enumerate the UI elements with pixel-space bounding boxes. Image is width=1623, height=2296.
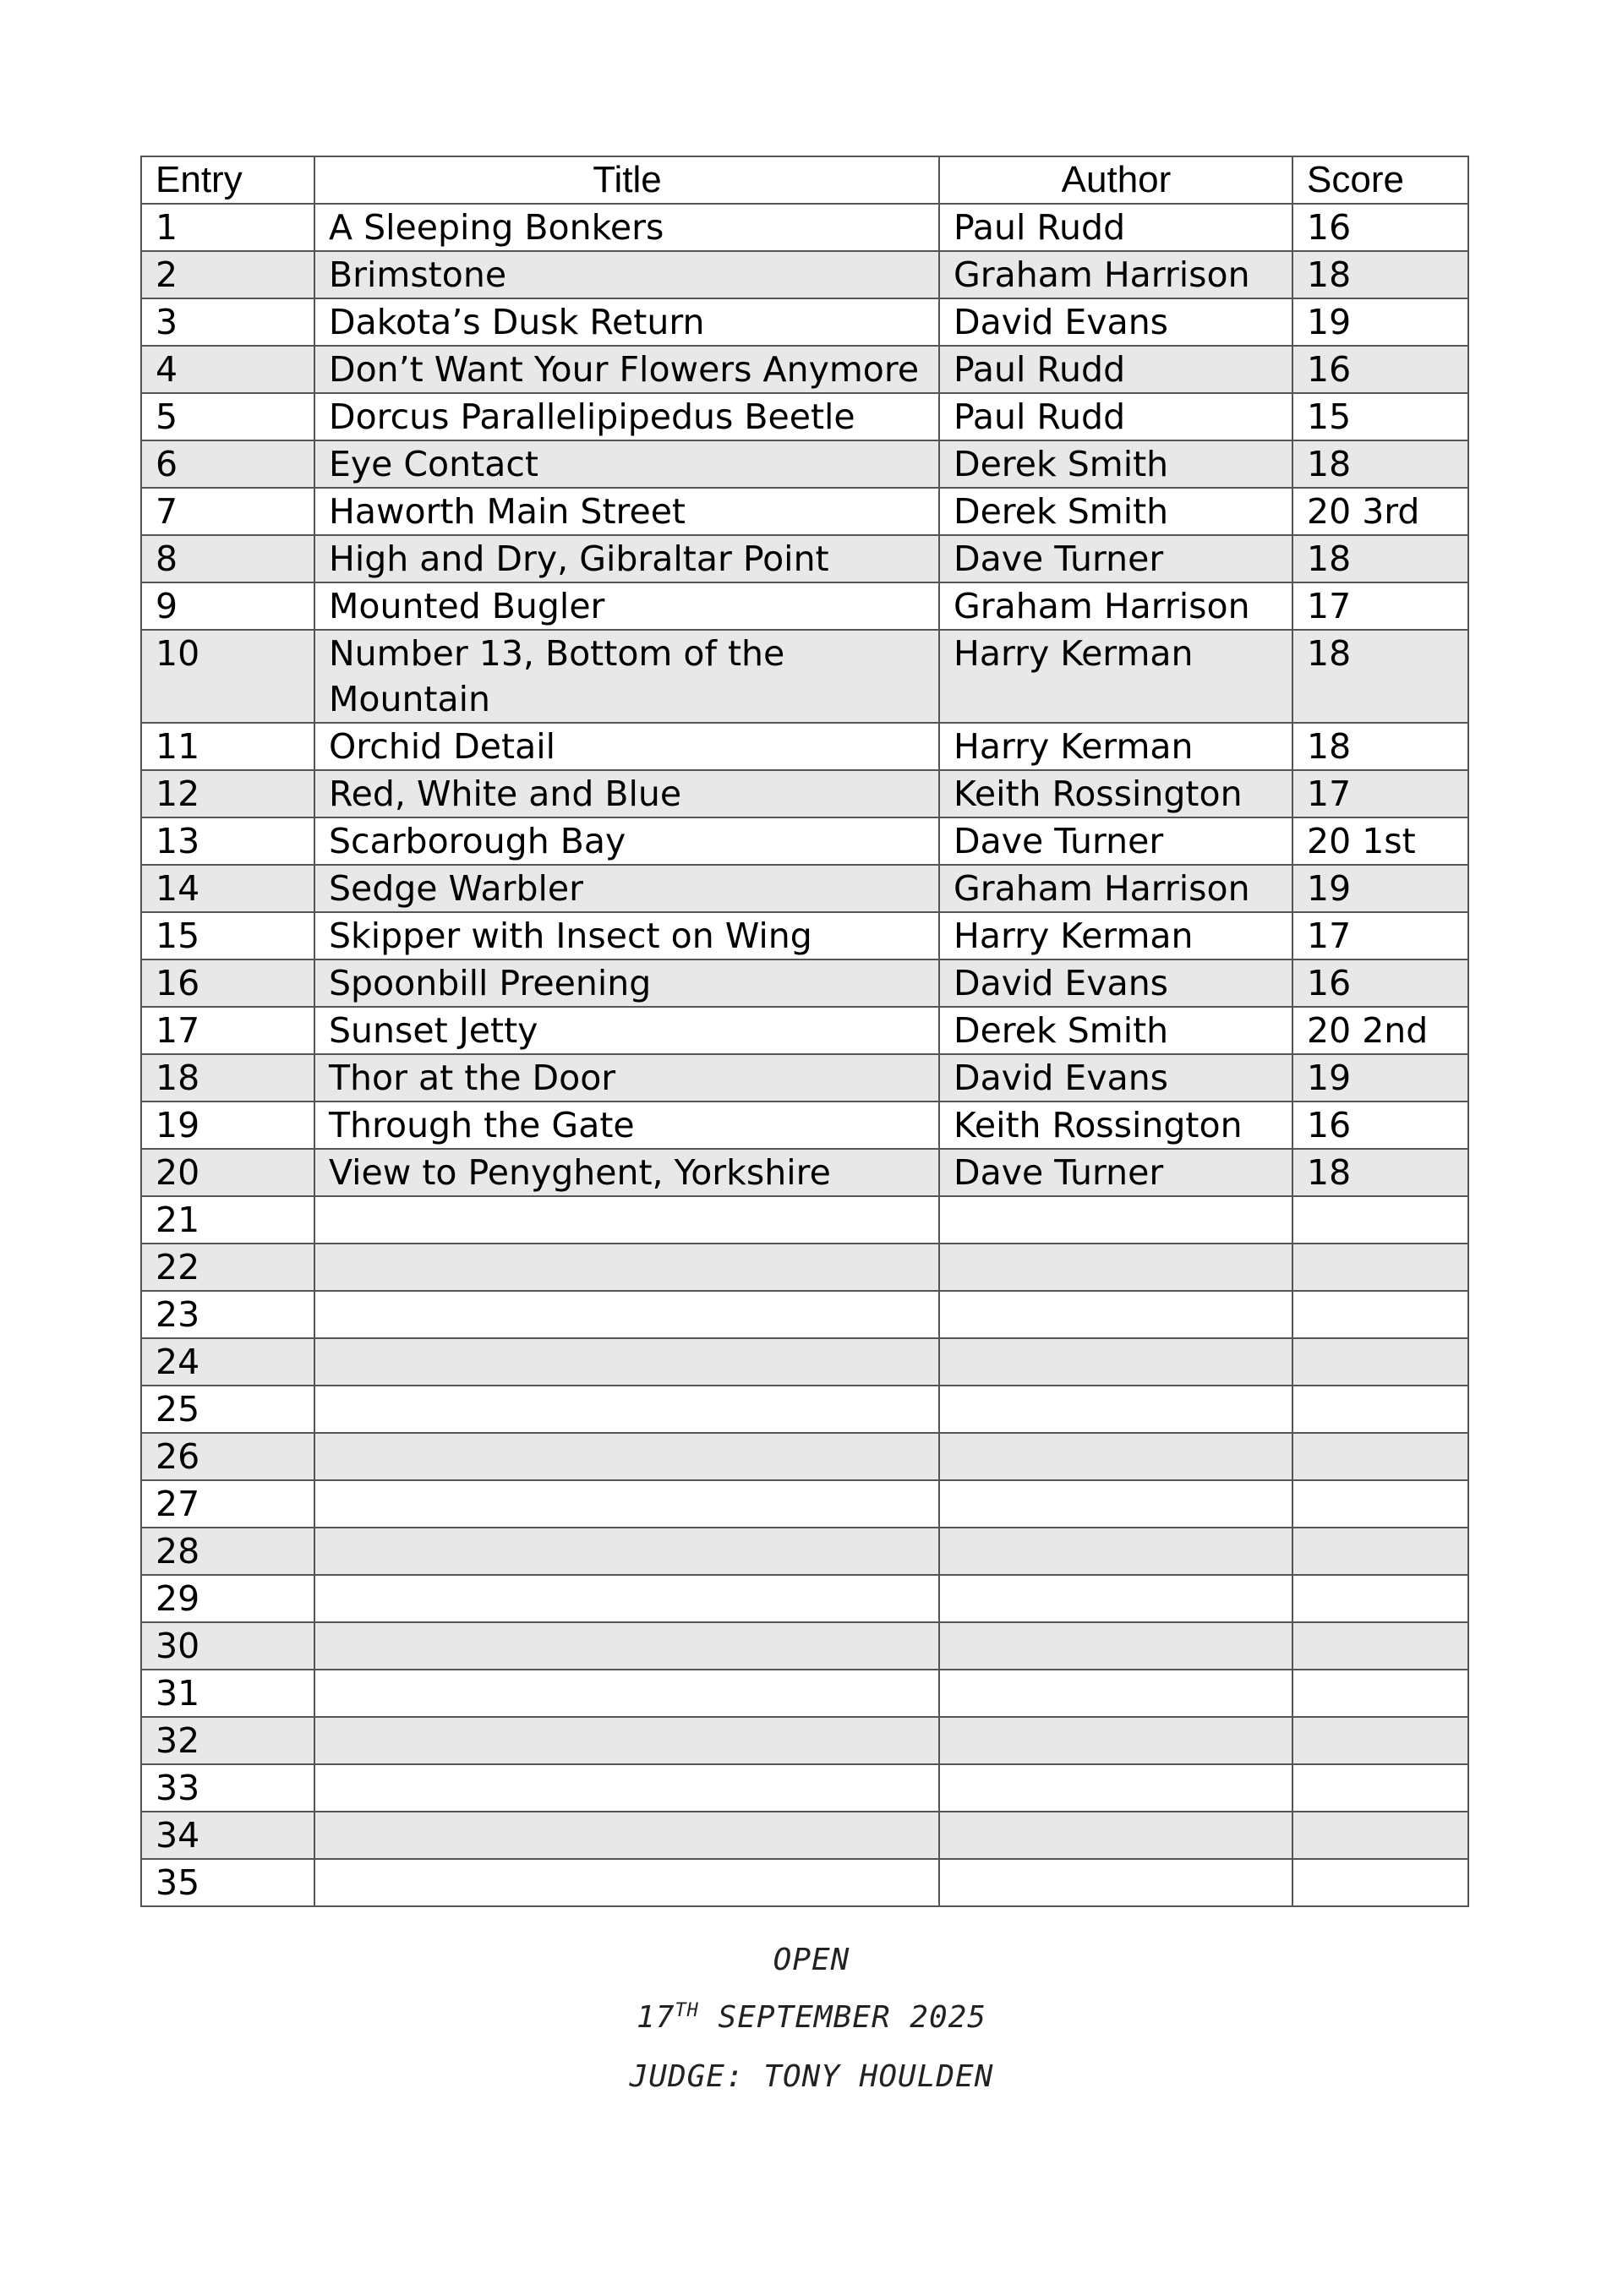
entry-cell: 25 bbox=[141, 1386, 314, 1433]
table-row bbox=[141, 393, 1468, 440]
score-column-header: Score bbox=[1292, 156, 1468, 204]
title-cell: Thor at the Door bbox=[314, 1054, 939, 1102]
score-cell bbox=[1292, 1196, 1468, 1244]
table-row bbox=[141, 723, 1468, 770]
score-cell: 17 bbox=[1292, 770, 1468, 817]
author-cell: David Evans bbox=[939, 959, 1292, 1007]
category-caption: OPEN bbox=[773, 1943, 850, 1977]
score-cell: 15 bbox=[1292, 393, 1468, 440]
author-cell bbox=[939, 1433, 1292, 1480]
score-cell bbox=[1292, 1670, 1468, 1717]
score-cell: 19 bbox=[1292, 1054, 1468, 1102]
entry-cell: 35 bbox=[141, 1859, 314, 1906]
author-cell bbox=[939, 1386, 1292, 1433]
title-cell: Don’t Want Your Flowers Anymore bbox=[314, 346, 939, 393]
title-cell: Sunset Jetty bbox=[314, 1007, 939, 1054]
judge-caption: JUDGE: TONY HOULDEN bbox=[629, 2059, 994, 2094]
table-row bbox=[141, 535, 1468, 582]
author-cell: Keith Rossington bbox=[939, 1102, 1292, 1149]
author-cell bbox=[939, 1764, 1292, 1812]
author-cell: Derek Smith bbox=[939, 488, 1292, 535]
table-row bbox=[141, 865, 1468, 912]
title-cell: Sedge Warbler bbox=[314, 865, 939, 912]
score-cell bbox=[1292, 1812, 1468, 1859]
table-row bbox=[141, 1480, 1468, 1528]
entry-column-header: Entry bbox=[141, 156, 314, 204]
score-cell: 18 bbox=[1292, 535, 1468, 582]
title-cell: Through the Gate bbox=[314, 1102, 939, 1149]
score-cell bbox=[1292, 1575, 1468, 1622]
score-cell bbox=[1292, 1480, 1468, 1528]
entry-cell: 14 bbox=[141, 865, 314, 912]
table-row bbox=[141, 346, 1468, 393]
table-row bbox=[141, 440, 1468, 488]
author-cell: Graham Harrison bbox=[939, 251, 1292, 298]
table-row bbox=[141, 630, 1468, 723]
table-row bbox=[141, 1054, 1468, 1102]
author-cell: Harry Kerman bbox=[939, 912, 1292, 959]
author-cell bbox=[939, 1528, 1292, 1575]
author-cell: Paul Rudd bbox=[939, 204, 1292, 251]
entry-cell: 31 bbox=[141, 1670, 314, 1717]
entry-cell: 27 bbox=[141, 1480, 314, 1528]
entry-cell: 7 bbox=[141, 488, 314, 535]
date-day: 17 bbox=[637, 2000, 675, 2035]
entry-cell: 6 bbox=[141, 440, 314, 488]
table-row bbox=[141, 1102, 1468, 1149]
entry-cell: 12 bbox=[141, 770, 314, 817]
score-cell bbox=[1292, 1433, 1468, 1480]
title-cell: A Sleeping Bonkers bbox=[314, 204, 939, 251]
author-cell: Paul Rudd bbox=[939, 393, 1292, 440]
score-cell bbox=[1292, 1244, 1468, 1291]
score-cell bbox=[1292, 1764, 1468, 1812]
author-cell bbox=[939, 1717, 1292, 1764]
table-row bbox=[141, 1622, 1468, 1670]
score-cell: 18 bbox=[1292, 723, 1468, 770]
date-suffix: TH bbox=[675, 2000, 699, 2021]
table-row bbox=[141, 1007, 1468, 1054]
table-body bbox=[141, 204, 1468, 1906]
author-cell: David Evans bbox=[939, 298, 1292, 346]
title-cell bbox=[314, 1196, 939, 1244]
title-cell: Scarborough Bay bbox=[314, 817, 939, 865]
results-table bbox=[140, 156, 1469, 1907]
table-row bbox=[141, 488, 1468, 535]
author-cell: Dave Turner bbox=[939, 817, 1292, 865]
table-row bbox=[141, 1386, 1468, 1433]
score-cell: 16 bbox=[1292, 1102, 1468, 1149]
author-cell: Keith Rossington bbox=[939, 770, 1292, 817]
table-row bbox=[141, 298, 1468, 346]
author-cell: Derek Smith bbox=[939, 1007, 1292, 1054]
score-cell: 16 bbox=[1292, 204, 1468, 251]
author-cell: Dave Turner bbox=[939, 535, 1292, 582]
title-cell bbox=[314, 1717, 939, 1764]
title-cell: Dorcus Parallelipipedus Beetle bbox=[314, 393, 939, 440]
entry-cell: 28 bbox=[141, 1528, 314, 1575]
author-cell bbox=[939, 1812, 1292, 1859]
title-cell: Eye Contact bbox=[314, 440, 939, 488]
title-cell: High and Dry, Gibraltar Point bbox=[314, 535, 939, 582]
author-cell bbox=[939, 1480, 1292, 1528]
title-cell: Haworth Main Street bbox=[314, 488, 939, 535]
entry-cell: 9 bbox=[141, 582, 314, 630]
table-row bbox=[141, 1717, 1468, 1764]
score-cell bbox=[1292, 1338, 1468, 1386]
title-cell: Orchid Detail bbox=[314, 723, 939, 770]
table-row bbox=[141, 1575, 1468, 1622]
table-row bbox=[141, 582, 1468, 630]
score-cell bbox=[1292, 1859, 1468, 1906]
table-row bbox=[141, 1812, 1468, 1859]
entry-cell: 18 bbox=[141, 1054, 314, 1102]
title-cell bbox=[314, 1670, 939, 1717]
score-cell bbox=[1292, 1622, 1468, 1670]
author-cell: Harry Kerman bbox=[939, 723, 1292, 770]
entry-cell: 16 bbox=[141, 959, 314, 1007]
title-cell bbox=[314, 1386, 939, 1433]
score-cell: 16 bbox=[1292, 346, 1468, 393]
author-cell: Paul Rudd bbox=[939, 346, 1292, 393]
title-cell: Mounted Bugler bbox=[314, 582, 939, 630]
entry-cell: 1 bbox=[141, 204, 314, 251]
table-row bbox=[141, 912, 1468, 959]
title-cell bbox=[314, 1575, 939, 1622]
entry-cell: 19 bbox=[141, 1102, 314, 1149]
title-cell bbox=[314, 1528, 939, 1575]
score-cell: 20 1st bbox=[1292, 817, 1468, 865]
title-column-header: Title bbox=[314, 156, 939, 204]
score-cell: 16 bbox=[1292, 959, 1468, 1007]
title-cell bbox=[314, 1338, 939, 1386]
title-cell: View to Penyghent, Yorkshire bbox=[314, 1149, 939, 1196]
table-row bbox=[141, 1244, 1468, 1291]
entry-cell: 29 bbox=[141, 1575, 314, 1622]
table-row bbox=[141, 1149, 1468, 1196]
score-cell: 19 bbox=[1292, 865, 1468, 912]
author-cell: Dave Turner bbox=[939, 1149, 1292, 1196]
title-cell: Skipper with Insect on Wing bbox=[314, 912, 939, 959]
date-caption bbox=[0, 2000, 1623, 2035]
author-cell bbox=[939, 1575, 1292, 1622]
author-cell: Derek Smith bbox=[939, 440, 1292, 488]
title-cell bbox=[314, 1433, 939, 1480]
score-cell bbox=[1292, 1717, 1468, 1764]
entry-cell: 2 bbox=[141, 251, 314, 298]
score-cell: 17 bbox=[1292, 912, 1468, 959]
title-cell bbox=[314, 1764, 939, 1812]
author-cell bbox=[939, 1291, 1292, 1338]
author-cell bbox=[939, 1859, 1292, 1906]
table-row bbox=[141, 1196, 1468, 1244]
score-cell: 20 3rd bbox=[1292, 488, 1468, 535]
entry-cell: 15 bbox=[141, 912, 314, 959]
title-cell bbox=[314, 1244, 939, 1291]
table-row bbox=[141, 1670, 1468, 1717]
entry-cell: 24 bbox=[141, 1338, 314, 1386]
score-cell: 18 bbox=[1292, 440, 1468, 488]
table-row bbox=[141, 1764, 1468, 1812]
score-cell: 17 bbox=[1292, 582, 1468, 630]
entry-cell: 4 bbox=[141, 346, 314, 393]
score-cell bbox=[1292, 1386, 1468, 1433]
table-row bbox=[141, 770, 1468, 817]
entry-cell: 13 bbox=[141, 817, 314, 865]
entry-cell: 22 bbox=[141, 1244, 314, 1291]
title-cell bbox=[314, 1859, 939, 1906]
title-cell: Red, White and Blue bbox=[314, 770, 939, 817]
author-cell bbox=[939, 1622, 1292, 1670]
entry-cell: 21 bbox=[141, 1196, 314, 1244]
title-cell: Dakota’s Dusk Return bbox=[314, 298, 939, 346]
title-cell bbox=[314, 1291, 939, 1338]
table-row bbox=[141, 1338, 1468, 1386]
author-cell: Harry Kerman bbox=[939, 630, 1292, 723]
author-cell: Graham Harrison bbox=[939, 865, 1292, 912]
entry-cell: 30 bbox=[141, 1622, 314, 1670]
entry-cell: 11 bbox=[141, 723, 314, 770]
author-cell bbox=[939, 1244, 1292, 1291]
title-cell bbox=[314, 1812, 939, 1859]
title-cell: Number 13, Bottom of the Mountain bbox=[314, 630, 939, 723]
entry-cell: 17 bbox=[141, 1007, 314, 1054]
title-cell: Brimstone bbox=[314, 251, 939, 298]
table-row bbox=[141, 1291, 1468, 1338]
table-row bbox=[141, 959, 1468, 1007]
author-cell bbox=[939, 1670, 1292, 1717]
entry-cell: 8 bbox=[141, 535, 314, 582]
table-row bbox=[141, 204, 1468, 251]
author-cell bbox=[939, 1338, 1292, 1386]
author-column-header: Author bbox=[939, 156, 1292, 204]
score-cell bbox=[1292, 1291, 1468, 1338]
table-row bbox=[141, 817, 1468, 865]
title-cell: Spoonbill Preening bbox=[314, 959, 939, 1007]
entry-cell: 26 bbox=[141, 1433, 314, 1480]
author-cell: Graham Harrison bbox=[939, 582, 1292, 630]
table-row bbox=[141, 1433, 1468, 1480]
author-cell bbox=[939, 1196, 1292, 1244]
header-row bbox=[141, 156, 1468, 204]
score-cell: 18 bbox=[1292, 630, 1468, 723]
entry-cell: 32 bbox=[141, 1717, 314, 1764]
entry-cell: 10 bbox=[141, 630, 314, 723]
entry-cell: 23 bbox=[141, 1291, 314, 1338]
entry-cell: 20 bbox=[141, 1149, 314, 1196]
table-row bbox=[141, 1528, 1468, 1575]
entry-cell: 5 bbox=[141, 393, 314, 440]
date-rest: SEPTEMBER 2025 bbox=[698, 2000, 986, 2035]
score-cell bbox=[1292, 1528, 1468, 1575]
entry-cell: 3 bbox=[141, 298, 314, 346]
entry-cell: 33 bbox=[141, 1764, 314, 1812]
score-cell: 18 bbox=[1292, 1149, 1468, 1196]
entry-cell: 34 bbox=[141, 1812, 314, 1859]
score-cell: 18 bbox=[1292, 251, 1468, 298]
title-cell bbox=[314, 1480, 939, 1528]
table-row bbox=[141, 1859, 1468, 1906]
score-cell: 20 2nd bbox=[1292, 1007, 1468, 1054]
table-row bbox=[141, 251, 1468, 298]
author-cell: David Evans bbox=[939, 1054, 1292, 1102]
title-cell bbox=[314, 1622, 939, 1670]
score-cell: 19 bbox=[1292, 298, 1468, 346]
